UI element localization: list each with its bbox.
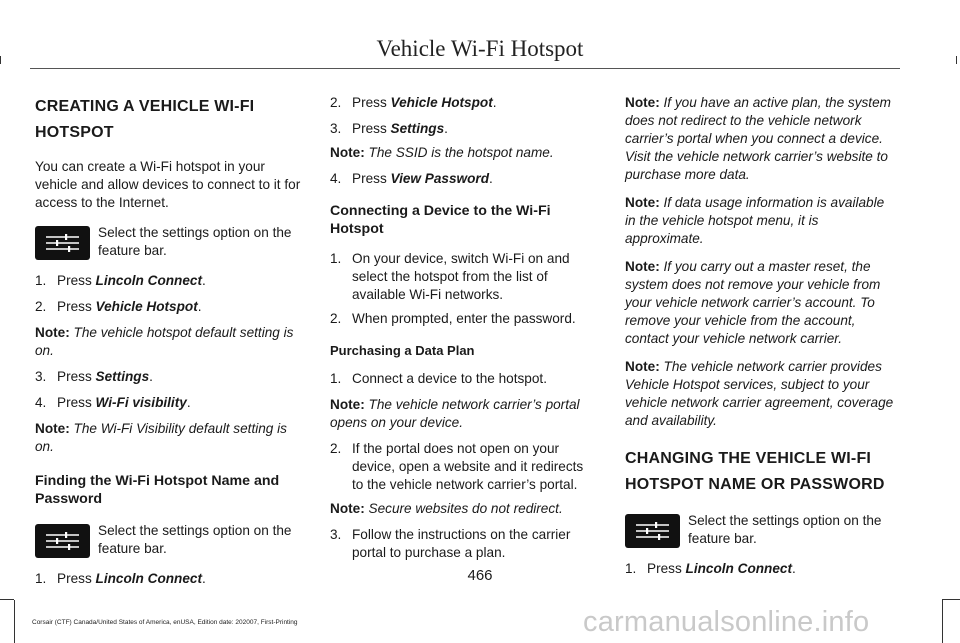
intro-paragraph: You can create a Wi-Fi hotspot in your vehicle and allow devices to connect to it for access to the Internet. xyxy=(35,159,301,210)
column-1 xyxy=(35,94,305,588)
crop-mark xyxy=(942,600,943,643)
watermark: carmanualsonline.info xyxy=(583,606,870,638)
step-item: 2. When prompted, enter the password. xyxy=(330,311,576,326)
note: Note: Secure websites do not redirect. xyxy=(330,501,563,516)
step-item: 4. Press Wi-Fi visibility. xyxy=(35,395,191,410)
step-item: 2. If the portal does not open on your device, open a website and it redirects to the vehicle network carrier’s portal. xyxy=(330,441,584,492)
step-item: 3. Follow the instructions on the carrier portal to purchase a plan. xyxy=(330,527,571,560)
page-number: 466 xyxy=(467,567,493,584)
column-3 xyxy=(625,94,897,578)
section-heading-line2: HOTSPOT NAME OR PASSWORD xyxy=(625,476,885,493)
subsection-heading: Finding the Wi-Fi Hotspot Name and Password xyxy=(35,473,280,507)
note: Note: If you carry out a master reset, the system does not remove your vehicle from your vehicle network carrier’s account. To remove your vehicle from the account, contact your vehicle network carrier. xyxy=(625,259,881,346)
purchase-heading: Purchasing a Data Plan xyxy=(330,343,475,358)
crop-mark xyxy=(14,600,15,643)
settings-instruction-text: Select the settings option on the feature bar. xyxy=(98,523,292,556)
settings-sliders-icon xyxy=(35,226,90,260)
settings-sliders-icon xyxy=(35,524,90,558)
step-item: 1. Press Lincoln Connect. xyxy=(35,273,206,288)
settings-instruction-text: Select the settings option on the feature bar. xyxy=(98,225,292,258)
step-item: 1. On your device, switch Wi-Fi on and select the hotspot from the list of available Wi-Fi networks. xyxy=(330,251,570,302)
note: Note: The vehicle network carrier’s portal opens on your device. xyxy=(330,397,580,430)
subsection-heading: Connecting a Device to the Wi-Fi Hotspot xyxy=(330,203,551,237)
page-header-title: Vehicle Wi-Fi Hotspot xyxy=(376,36,584,61)
settings-instruction xyxy=(625,512,897,548)
step-item: 1. Press Lincoln Connect. xyxy=(35,571,206,586)
section-heading-line1: CREATING A VEHICLE WI-FI xyxy=(35,98,255,115)
note: Note: The SSID is the hotspot name. xyxy=(330,145,554,160)
column-2 xyxy=(330,94,595,562)
settings-instruction xyxy=(35,224,305,260)
settings-instruction xyxy=(35,522,305,558)
section-heading-line1: CHANGING THE VEHICLE WI-FI xyxy=(625,450,872,467)
note: Note: If data usage information is available in the vehicle hotspot menu, it is approximate. xyxy=(625,195,885,246)
note: Note: If you have an active plan, the system does not redirect to the vehicle network carrier’s portal when you connect a device. Visit the vehicle network carrier’s website to purchase more data. xyxy=(625,95,891,182)
settings-sliders-icon xyxy=(625,514,680,548)
step-item: 3. Press Settings. xyxy=(330,121,448,136)
step-item: 4. Press View Password. xyxy=(330,171,493,186)
section-heading-line2: HOTSPOT xyxy=(35,124,114,141)
step-item: 2. Press Vehicle Hotspot. xyxy=(330,95,497,110)
crop-mark xyxy=(0,599,14,600)
settings-instruction-text: Select the settings option on the feature bar. xyxy=(688,513,882,546)
header-divider xyxy=(30,68,900,69)
note: Note: The Wi-Fi Visibility default setting is on. xyxy=(35,421,287,454)
step-item: 2. Press Vehicle Hotspot. xyxy=(35,299,202,314)
note: Note: The vehicle network carrier provides Vehicle Hotspot services, subject to your vehicle network carrier agreement, coverage and availability. xyxy=(625,359,894,428)
step-item: 1. Connect a device to the hotspot. xyxy=(330,371,547,386)
step-item: 3. Press Settings. xyxy=(35,369,153,384)
crop-mark xyxy=(942,599,960,600)
step-item: 1. Press Lincoln Connect. xyxy=(625,561,796,576)
note: Note: The vehicle hotspot default setting is on. xyxy=(35,325,294,358)
footer-edition-text: Corsair (CTF) Canada/United States of America, enUSA, Edition date: 202007, First-Printing xyxy=(32,619,298,626)
